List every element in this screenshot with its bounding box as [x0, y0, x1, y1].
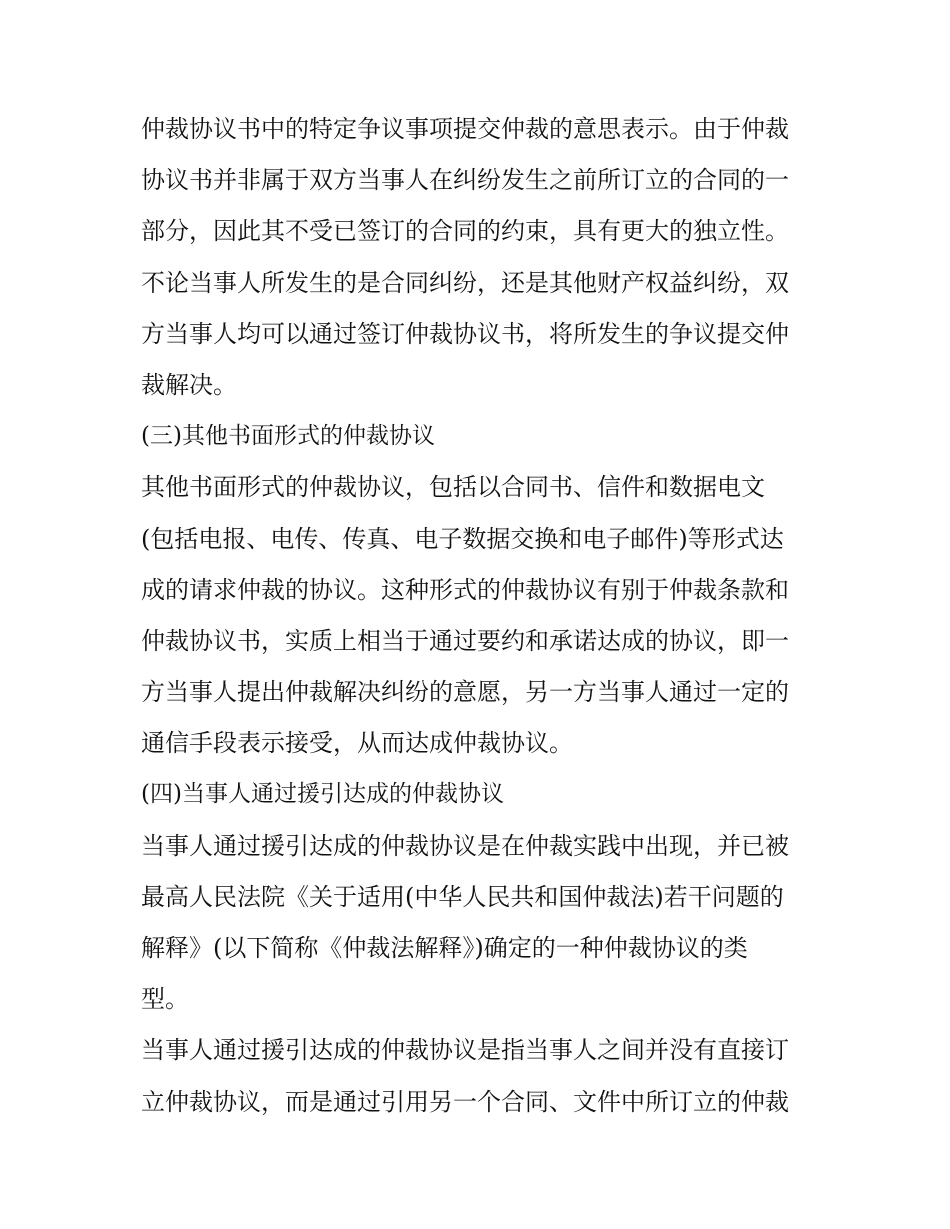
body-line-13: 通信手段表示接受，从而达成仲裁协议。	[141, 729, 573, 758]
body-line-3: 部分，因此其不受已签订的合同的约束，具有更大的独立性。	[141, 217, 789, 246]
body-line-8: 其他书面形式的仲裁协议，包括以合同书、信件和数据电文	[141, 473, 765, 502]
body-line-16: 最高人民法院《关于适用(中华人民共和国仲裁法)若干问题的	[141, 882, 784, 911]
document-body	[141, 104, 821, 1128]
body-line-19: 当事人通过援引达成的仲裁协议是指当事人之间并没有直接订	[141, 1036, 789, 1065]
body-line-18: 型。	[141, 985, 189, 1014]
section-heading-3: (三)其他书面形式的仲裁协议	[141, 423, 435, 450]
body-line-2: 协议书并非属于双方当事人在纠纷发生之前所订立的合同的一	[141, 166, 789, 195]
body-line-4: 不论当事人所发生的是合同纠纷，还是其他财产权益纠纷，双	[141, 268, 789, 297]
body-line-5: 方当事人均可以通过签订仲裁协议书，将所发生的争议提交仲	[141, 319, 789, 348]
section-heading-4: (四)当事人通过援引达成的仲裁协议	[141, 781, 504, 808]
body-line-6: 裁解决。	[141, 370, 237, 399]
body-line-20: 立仲裁协议，而是通过引用另一个合同、文件中所订立的仲裁	[141, 1087, 789, 1116]
body-line-17: 解释》(以下简称《仲裁法解释》)确定的一种仲裁协议的类	[141, 934, 748, 962]
body-line-10: 成的请求仲裁的协议。这种形式的仲裁协议有别于仲裁条款和	[141, 575, 789, 604]
body-line-11: 仲裁协议书，实质上相当于通过要约和承诺达成的协议，即一	[141, 626, 789, 655]
body-line-15: 当事人通过援引达成的仲裁协议是在仲裁实践中出现，并已被	[141, 831, 789, 860]
body-line-12: 方当事人提出仲裁解决纠纷的意愿，另一方当事人通过一定的	[141, 678, 789, 707]
body-line-9: (包括电报、电传、传真、电子数据交换和电子邮件)等形式达	[141, 524, 784, 553]
body-line-1: 仲裁协议书中的特定争议事项提交仲裁的意思表示。由于仲裁	[141, 115, 789, 143]
